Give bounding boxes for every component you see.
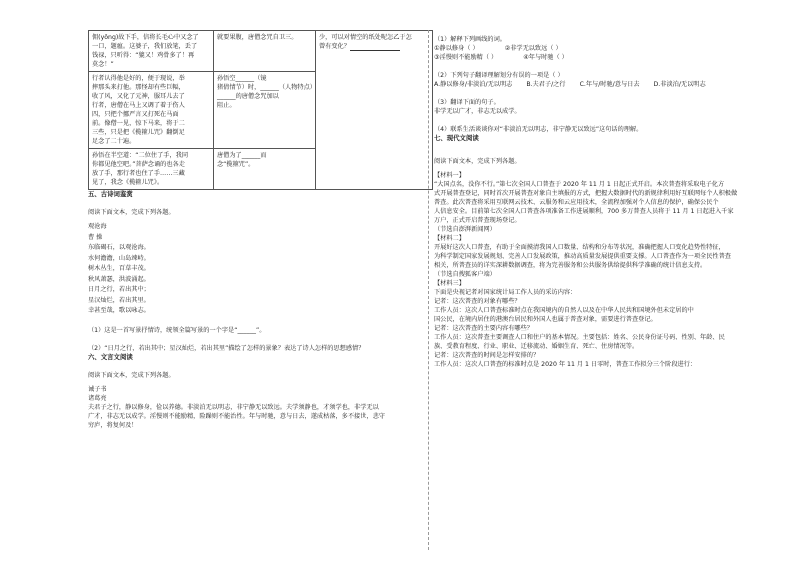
cell-line: 就要果腹，唐僧念咒自卫三。	[217, 34, 298, 41]
essay-author: 诸葛亮	[88, 394, 107, 402]
cell-line: 你都见他空吧。”菩萨念诵的也各走	[92, 161, 185, 168]
cell-line: 收了风，又化了元神，服耳儿去了	[92, 93, 185, 100]
cell-line: 一口，题瘟。这婆子，我们放笔，丢了	[92, 43, 198, 50]
cell-line: 孙悟在半空道：“二位住了手，我同	[92, 152, 189, 159]
table-row	[89, 31, 433, 72]
section-6-intro: 阅读下面文本，完成下列各题。	[88, 371, 175, 379]
option-c[interactable]: C.年与/时驰/意与日去	[579, 81, 640, 88]
section-7-intro: 阅读下面文本，完成下列各题。	[434, 158, 521, 165]
interview-answer: 族、受教育程度、行业、职业、迁移流动、婚姻生育、死亡、住房情况等。	[434, 343, 639, 350]
material-2-title: 【材料二】	[434, 235, 465, 242]
material-1-source: （节选自澎湃新闻网）	[434, 226, 496, 233]
vocab-item: ③淫慢则不能励精（ ）	[434, 54, 498, 61]
essay-question-3-text: 非学无以广才，非志无以成学。	[434, 108, 521, 115]
material-line: 式开展普查登记，同时首次开展普查对象自主填报的方式，把握大数据时代的新规律利用好互联网每个人积极做	[434, 190, 738, 197]
table-cell	[214, 31, 316, 72]
poem-line: 东临碣石，以观沧海。	[88, 244, 150, 251]
poem-line: 水何澹澹，山岛竦峙。	[88, 254, 150, 262]
cell-line: 莫念！”	[92, 61, 114, 68]
table-cell-comment	[316, 31, 433, 190]
table-cell	[214, 149, 316, 190]
option-a[interactable]: A.静以修身/非淡泊/无以明志	[434, 81, 513, 88]
cell-line: 念“揽箍咒”。	[217, 161, 255, 168]
table-cell	[89, 149, 214, 190]
poem-line: 树木丛生，百草丰茂。	[88, 265, 150, 272]
cell-line: 行者，唐僧在马上又调了着于伤人	[92, 102, 185, 109]
essay-question-1: （1）解释下列画线的词。	[434, 36, 506, 43]
material-line: 人信息安全。目前第七次全国人口普查各项准备工作进展顺利，700 多万普查人员将于 11 月 1 日起进入千家	[434, 208, 734, 215]
right-column	[434, 30, 769, 369]
section-5-title: 五、古诗词鉴赏	[88, 190, 133, 198]
essay-question-4: （4）联系生活谈谈你对“非淡泊无以明志，非宁静无以致远”这句话的理解。	[434, 126, 643, 133]
table-cell	[89, 72, 214, 149]
question-table	[88, 30, 433, 190]
essay-line: 夫君子之行，静以修身，俭以养德。非淡泊无以明志，非宁静无以致远。夫学须静也，才须学也，非学无以	[88, 403, 379, 411]
poem-line: 秋风萧瑟，洪波涌起。	[88, 275, 150, 283]
cell-line: 足念了二十遍。	[92, 138, 136, 145]
interview-answer: 国公民，在境内居住的港澳台居民和外国人也属于普查对象，需要进行普查登记。	[434, 316, 657, 323]
cell-line: 见了，我念《揽箍儿咒》。	[92, 179, 164, 186]
table-cell	[214, 72, 316, 149]
material-line: “大国点名，没你不行。”第七次全国人口普查于 2020 年 11 月 1 日起正式开启。本次普查将采取电子化方	[434, 181, 725, 188]
section-5-intro: 阅读下面文本，完成下列各题。	[88, 209, 175, 216]
cell-line: 前。像僧一见，惊下马来，将于二	[92, 120, 185, 127]
interview-answer: 工作人员：这次人口普查的标准时点是 2020 年 11 月 1 日零时，普查工作拟分三个阶段进行：	[434, 361, 697, 368]
cell-line: 放了手，那行者也住了手……三藏	[92, 170, 185, 177]
option-b[interactable]: B.夫君子/之行	[526, 81, 566, 88]
cell-line: 猪倩情节）时，______（人物特点）	[217, 84, 316, 91]
cell-line: 四，只把个挪严言又打死在马面	[92, 111, 179, 118]
vocab-item: ④年与时驰（ ）	[523, 54, 568, 61]
material-line: 为科学制定国家发展规划、完善人口发展政策，推动高质量发展提供重要支撑。人口普查作为一项全民性普查	[434, 253, 731, 260]
cell-line: 孙悟空______（镜	[217, 75, 267, 82]
material-3-intro: 下面是央视记者对国家统计局工作人员的采访内容：	[434, 289, 577, 296]
essay-line: 穷庐，将复何及！	[88, 421, 138, 429]
section-7-title: 七、现代文阅读	[434, 134, 479, 142]
poem-question-2: （2）“日月之行，若出其中；星汉灿烂，若出其里”描绘了怎样的景象？表达了诗人怎样的思想感情？	[88, 344, 365, 352]
interview-answer: 工作人员：这次普查主要调查人口和住户的基本情况。主要包括：姓名、公民身份证号码、性别、年龄、民	[434, 334, 725, 341]
essay-question-2: （2）下列句子翻译理解划分有误的一项是（ ）	[434, 72, 564, 79]
vocab-item: ②非学无以致远（ ）	[504, 45, 562, 52]
essay-question-2-options	[434, 80, 769, 89]
poem-question-1: （1）这是一首写景抒情诗，统领全篇写景的一个字是“______”。	[88, 326, 266, 334]
material-line: 开展好这次人口普查，有助于全面摸清我国人口数量、结构和分布等状况，准确把握人口变化趋势性特征，	[434, 244, 725, 251]
poem-line: 幸甚至哉，歌以咏志。	[88, 307, 150, 314]
cell-line: 阻止。	[217, 102, 236, 109]
poem-line: 日月之行，若出其中；	[88, 286, 150, 293]
option-d[interactable]: D.非淡泊/无以明志	[653, 81, 706, 88]
material-2-source: （节选自搜狐客户端）	[434, 271, 496, 278]
cell-line: 唐僧为了______而	[217, 152, 267, 159]
cell-line: ______的唐僧念咒加以	[217, 93, 279, 100]
interview-answer: 工作人员：这次人口普查标准时点在我国境内的自然人以及在中华人民共和国境外但未定居的中	[434, 307, 694, 314]
essay-title: 诫子书	[88, 385, 107, 393]
essay-question-3: （3）翻译下面的句子。	[434, 99, 500, 106]
left-column	[88, 30, 423, 430]
answer-blank[interactable]	[350, 43, 400, 51]
section-6-title: 六、文言文阅读	[88, 352, 133, 361]
cell-line: 少，可以对情空的纸处呢怎乙于怎	[319, 34, 412, 41]
cell-line: 曾有变化？	[319, 42, 429, 51]
cell-line: 佣(yōng)故下手，信将长毛心中又念了	[92, 34, 199, 41]
essay-line: 广才，非志无以成学。淫慢则不能励精，险躁则不能治性。年与时驰，意与日去，遂成枯落，多不接世，悲守	[88, 412, 385, 420]
poem	[88, 222, 423, 317]
cell-line: 钱禄，只听得：“貔又！鸡骨多了！再	[92, 52, 195, 59]
material-line: 相关，所普查员的详实深耕数据调查，将为完善服务和公共服务供给提供科学准确的统计信息支持。	[434, 262, 707, 269]
poem-author: 曹 操	[88, 233, 103, 241]
column-divider	[428, 30, 429, 550]
essay-question-1-items	[434, 44, 769, 53]
poem-line: 星汉灿烂，若出其里。	[88, 296, 150, 304]
poem-title: 观沧海	[88, 223, 107, 230]
material-line: 万户，正式开启普查现场登记。	[434, 217, 521, 224]
material-line: 普查。此次普查将采用互联网云技术、云服务和云应用技术，全流程加强对个人信息的保护，确保公民个	[434, 199, 719, 206]
material-3-title: 【材料三】	[434, 280, 465, 287]
vocab-item: ①静以修身（ ）	[434, 45, 479, 52]
interview-question: 记者：这次普查的时间是怎样安排的？	[434, 352, 540, 359]
table-cell	[89, 31, 214, 72]
essay-question-1-items	[434, 53, 769, 62]
material-1-title: 【材料一】	[434, 172, 465, 179]
interview-question: 记者：这次普查的主要内容有哪些？	[434, 325, 533, 332]
cell-line: 三些，只是把《揽箍儿咒》翻倒足	[92, 129, 185, 136]
interview-question: 记者：这次普查的对象有哪些？	[434, 298, 521, 305]
cell-line: 行者认得他是好的，便于现说，举	[92, 75, 185, 82]
cell-line: 摔那头来打他。那怪却有些巨幅，	[92, 84, 185, 91]
